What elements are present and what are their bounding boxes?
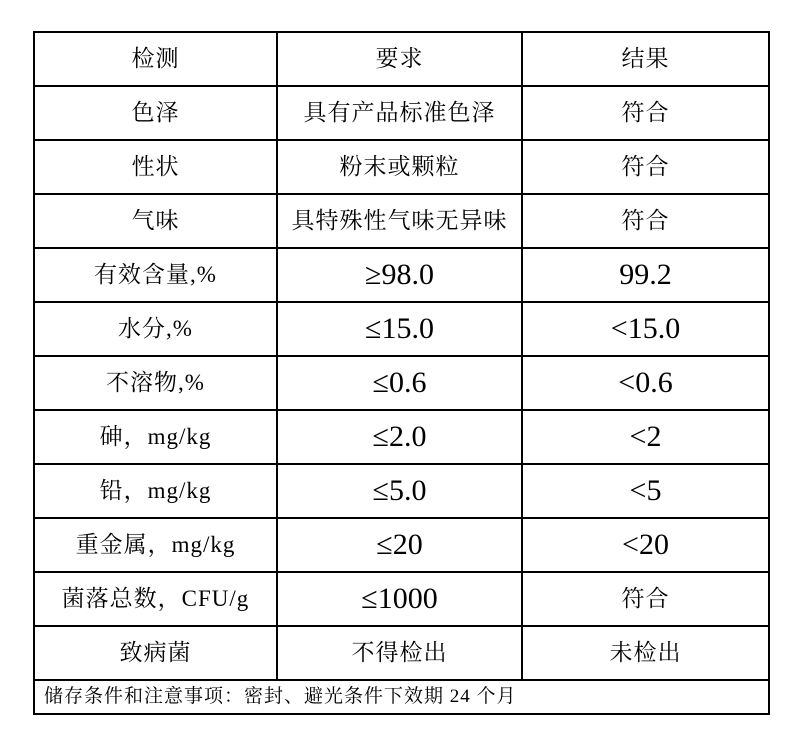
storage-note: 储存条件和注意事项：密封、避光条件下效期 24 个月 [34,680,769,714]
test-name-cell: 重金属，mg/kg [34,518,277,572]
table-header-row [34,32,769,86]
result-cell: 符合 [522,86,769,140]
test-name-cell: 铅，mg/kg [34,464,277,518]
requirement-cell: 不得检出 [277,626,522,680]
result-cell: 未检出 [522,626,769,680]
table-row [34,140,769,194]
test-name-cell: 水分,% [34,302,277,356]
header-test: 检测 [34,32,277,86]
result-cell: <20 [522,518,769,572]
table-row [34,86,769,140]
test-name-cell: 砷，mg/kg [34,410,277,464]
test-name-cell: 致病菌 [34,626,277,680]
test-name-cell: 菌落总数，CFU/g [34,572,277,626]
requirement-cell: 粉末或颗粒 [277,140,522,194]
requirement-cell: ≤0.6 [277,356,522,410]
result-cell: 符合 [522,194,769,248]
requirement-cell: ≤1000 [277,572,522,626]
header-result: 结果 [522,32,769,86]
table-row [34,194,769,248]
table-row [34,572,769,626]
result-cell: 符合 [522,572,769,626]
requirement-cell: ≤2.0 [277,410,522,464]
requirement-cell: ≤15.0 [277,302,522,356]
test-name-cell: 性状 [34,140,277,194]
inspection-spec-table [33,31,770,715]
table-footer-row [34,680,769,714]
requirement-cell: 具有产品标准色泽 [277,86,522,140]
header-requirement: 要求 [277,32,522,86]
table-body [34,86,769,680]
requirement-cell: ≤20 [277,518,522,572]
table-row [34,248,769,302]
result-cell: <2 [522,410,769,464]
result-cell: <15.0 [522,302,769,356]
table-row [34,626,769,680]
result-cell: 99.2 [522,248,769,302]
result-cell: <0.6 [522,356,769,410]
test-name-cell: 有效含量,% [34,248,277,302]
test-name-cell: 色泽 [34,86,277,140]
test-name-cell: 气味 [34,194,277,248]
table-row [34,356,769,410]
requirement-cell: ≤5.0 [277,464,522,518]
result-cell: 符合 [522,140,769,194]
requirement-cell: ≥98.0 [277,248,522,302]
test-name-cell: 不溶物,% [34,356,277,410]
table-row [34,464,769,518]
table-row [34,410,769,464]
requirement-cell: 具特殊性气味无异味 [277,194,522,248]
table-row [34,518,769,572]
table-row [34,302,769,356]
result-cell: <5 [522,464,769,518]
